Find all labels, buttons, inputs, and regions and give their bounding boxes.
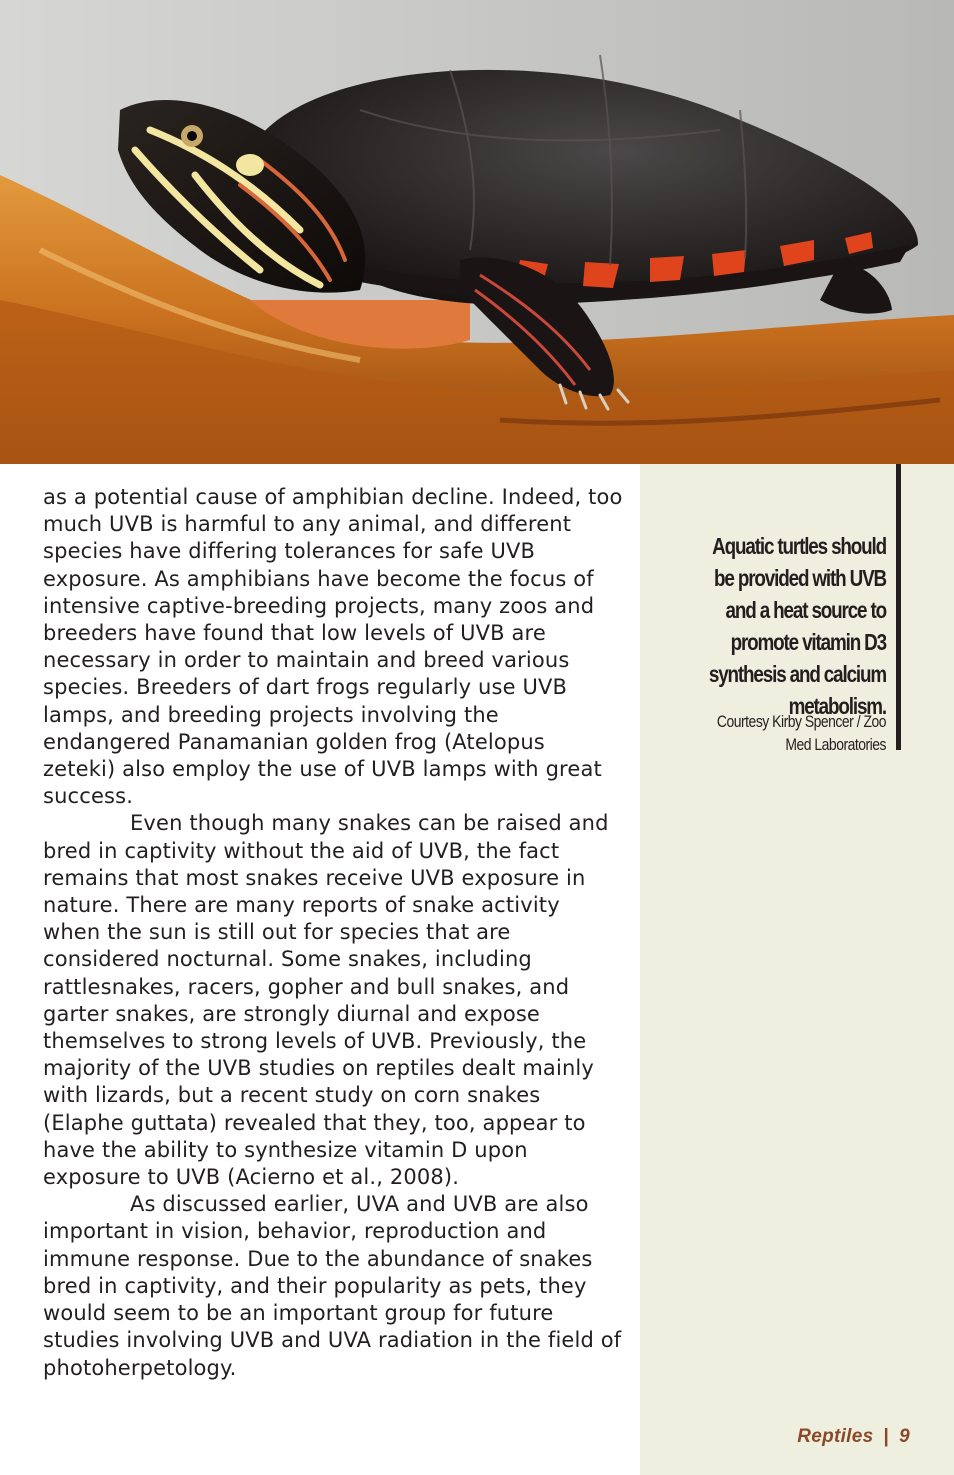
photo-credit: Courtesy Kirby Spencer / Zoo Med Laboratories (716, 712, 886, 754)
turtle-photo (0, 0, 954, 464)
article-paragraph: As discussed earlier, UVA and UVB are also important in vision, behavior, reproduction and immune response. Due to the abundance of snakes bred in captivity, and their popularity as pets, they would seem to be an important group for future studies involving UVB and UVA radiation in the field of photoherpetology. (43, 1192, 622, 1380)
sidebar-rule (896, 464, 901, 750)
footer-separator: | (883, 1426, 890, 1447)
article-body (43, 484, 623, 1382)
photo-caption: Aquatic turtles should be provided with UVB and a heat source to promote vitamin D3 synthesis and calcium metabolism. (708, 533, 886, 719)
publication-name: Reptiles (797, 1426, 874, 1447)
sidebar (640, 464, 954, 1475)
page-footer (797, 1426, 910, 1448)
article-paragraph: Even though many snakes can be raised and bred in captivity without the aid of UVB, the fact remains that most snakes receive UVB exposure in nature. There are many reports of snake activity when the sun is still out for species that are considered nocturnal. Some snakes, including rattlesnakes, racers, gopher and bull snakes, and garter snakes, are strongly diurnal and expose themselves to strong levels of UVB. Previously, the majority of the UVB studies on reptiles dealt mainly with lizards, but a recent study on corn snakes (Elaphe guttata) revealed that they, too, appear to have the ability to synthesize vitamin D upon exposure to UVB (Acierno et al., 2008). (43, 811, 609, 1190)
article-paragraph: as a potential cause of amphibian decline. Indeed, too much UVB is harmful to any animal, and different species have differing tolerances for safe UVB exposure. As amphibians have become the focus of intensive captive-breeding projects, many zoos and breeders have found that low levels of UVB are necessary in order to maintain and breed various species. Breeders of dart frogs regularly use UVB lamps, and breeding projects involving the endangered Panamanian golden frog (Atelopus zeteki) also employ the use of UVB lamps with great success. (43, 485, 623, 809)
page-number: 9 (899, 1426, 910, 1447)
